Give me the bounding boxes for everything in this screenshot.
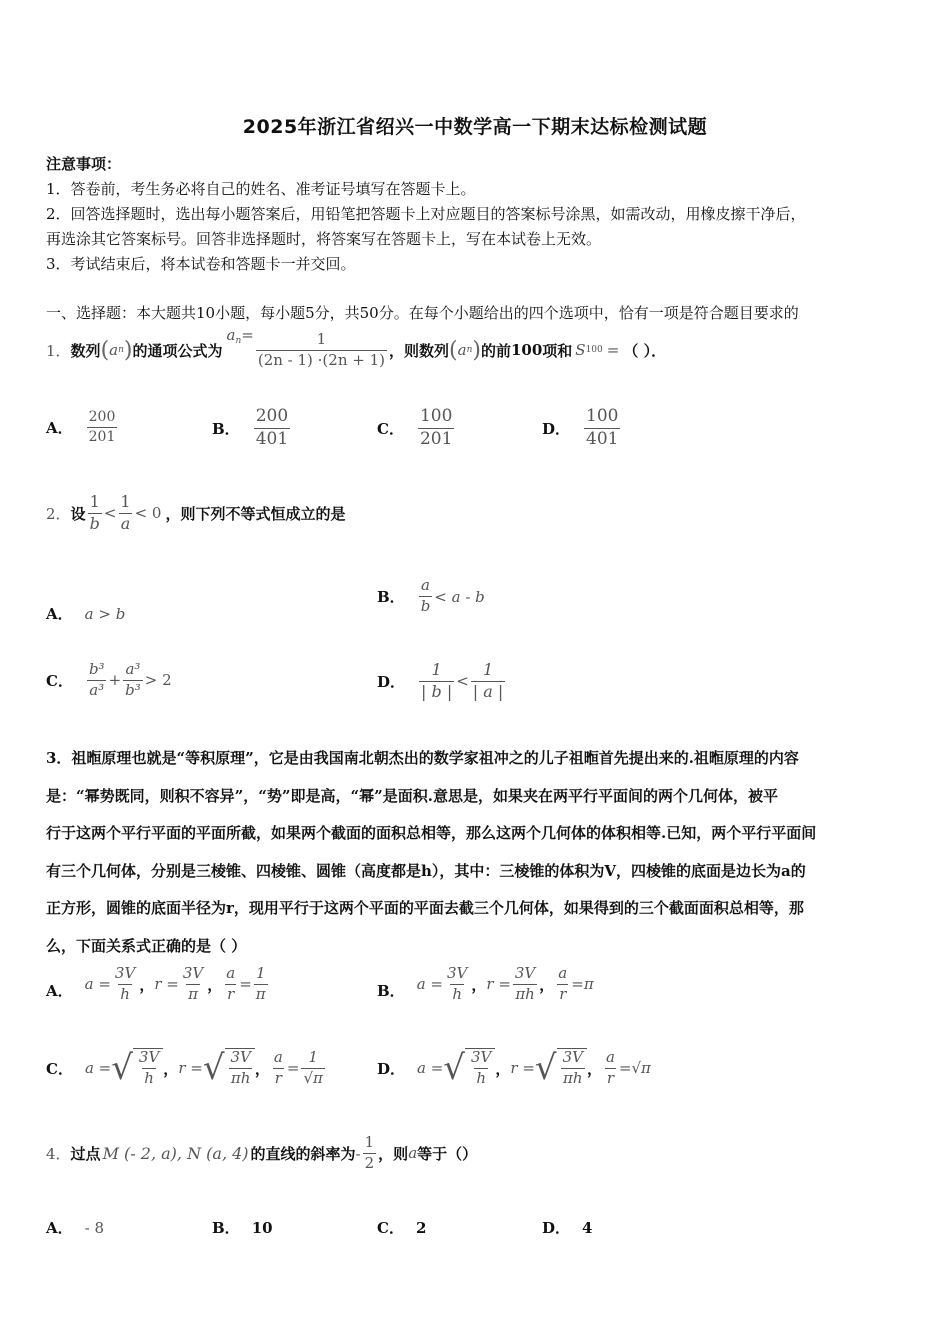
q3-option-b-a: a =	[416, 975, 443, 994]
q3-option-d-val: √π	[631, 1059, 651, 1077]
question-1	[46, 326, 666, 374]
q2-option-d-n2: 1	[482, 660, 494, 679]
q2-option-c-plus: +	[108, 671, 122, 690]
q3-option-b-r: r =	[486, 975, 511, 994]
q1-formula-num: 1	[316, 329, 327, 348]
q3-option-a-frac-v	[254, 966, 268, 1003]
q1-brace-close-2: )	[472, 337, 481, 363]
q1-seq-sub: n	[118, 345, 124, 355]
q3-option-a-q: a	[226, 964, 236, 982]
q3-option-c-eq: =	[286, 1059, 300, 1077]
q3-option-c-rn: 3V	[230, 1048, 251, 1067]
q3-option-b-qd: r	[559, 984, 567, 1003]
q3-option-b-val: π	[583, 975, 594, 994]
q1-option-d-den: 401	[586, 428, 619, 449]
q4-slope-frac	[363, 1135, 377, 1172]
q1-formula-den: (2n - 1) ·(2n + 1)	[257, 350, 385, 369]
q3-option-a-eq: =	[239, 975, 252, 994]
q4-option-a[interactable]	[46, 1217, 104, 1238]
q3-option-d-qd: r	[606, 1068, 615, 1087]
q3-option-c-sqrt-a: √ $\frac{3V}{h}$	[111, 1048, 163, 1088]
q3-option-b-rd: πh	[515, 984, 535, 1003]
q2-number: 2．	[46, 504, 71, 523]
q3-option-a-rn: 3V	[182, 964, 204, 982]
q3-option-b-an: 3V	[446, 964, 468, 982]
q3-option-b-q: a	[558, 964, 568, 982]
q1-option-a-label: A．	[46, 418, 73, 437]
q3-option-c-ad: h	[144, 1069, 154, 1087]
q2-option-c[interactable]	[46, 662, 172, 699]
q3-option-d-sqrt-r: √ $\frac{3V}{\pi h}$	[535, 1048, 587, 1088]
q3-option-d-rd: πh	[562, 1069, 583, 1087]
question-4	[46, 1135, 477, 1172]
q3-option-d-a: a =	[417, 1059, 444, 1077]
q2-option-d[interactable]	[377, 662, 507, 701]
page-title: 2025年浙江省绍兴一中数学高一下期末达标检测试题	[242, 116, 708, 138]
q4-number: 4．	[46, 1144, 71, 1163]
q1-formula	[256, 329, 387, 369]
q3-option-b-frac-r	[513, 966, 537, 1003]
notice-heading: 注意事项：	[46, 155, 122, 173]
q3-option-c-a: a =	[84, 1059, 112, 1077]
q1-option-d-label: D．	[542, 419, 571, 438]
q1-option-b-label: B．	[212, 419, 240, 438]
q1-option-b-frac	[254, 408, 290, 449]
q2-text: 设	[70, 504, 86, 523]
q3-option-d-r: r =	[510, 1059, 535, 1077]
q3-option-d-sqrt-a: √ $\frac{3V}{h}$	[443, 1048, 495, 1088]
q3-option-a-frac-r	[181, 966, 205, 1003]
q3-option-a-qd: r	[227, 984, 235, 1003]
q1-option-d-num: 100	[586, 406, 619, 426]
q3-option-b-eq: =	[571, 975, 584, 994]
q3-option-d-comma-1: ，	[495, 1059, 511, 1078]
q3-option-c[interactable]	[46, 1048, 327, 1088]
q4-option-d-val: 4	[582, 1218, 593, 1237]
q3-option-c-sqrt-r: √ $\frac{3V}{\pi h}$	[203, 1048, 255, 1088]
q3-line-3: 行于这两个平行平面的平面所截，如果两个截面的面积总相等，那么这两个几何体的体积相等.已知，两个平行平面间	[46, 824, 817, 842]
q2-option-b-den: b	[420, 596, 431, 615]
q3-option-d-q: a	[605, 1047, 615, 1066]
q3-option-a-frac-q	[224, 966, 237, 1003]
q2-option-d-label: D．	[377, 672, 406, 691]
notice-item-2-cont: 再选涂其它答案标号。回答非选择题时，将答案写在答题卡上，写在本试卷上无效。	[46, 230, 602, 248]
q3-option-c-r: r =	[178, 1059, 203, 1077]
q2-option-c-n1: b³	[88, 660, 105, 678]
q4-slope-num: 1	[364, 1133, 375, 1151]
q2-option-d-frac-1	[419, 662, 454, 701]
notice-item-1: 1．答卷前，考生务必将自己的姓名、准考证号填写在答题卡上。	[46, 180, 476, 198]
q3-option-c-frac-q	[272, 1047, 285, 1087]
q3-line-5: 正方形，圆锥的底面半径为r，现用平行于这两个平面的平面去截三个几何体，如果得到的三个截面面积总相等，那	[46, 899, 804, 917]
q1-option-b-num: 200	[255, 406, 289, 426]
q3-option-d-frac-r	[561, 1050, 585, 1087]
q1-text-3: ，则数列	[389, 341, 450, 360]
q3-option-a-comma-2: ，	[207, 975, 223, 994]
q3-option-c-qd: r	[274, 1068, 282, 1087]
question-2	[46, 494, 345, 533]
q1-text-4: 的前	[480, 341, 511, 360]
q1-option-c-label: C．	[377, 419, 404, 438]
q3-option-b[interactable]	[377, 966, 594, 1003]
q1-option-a-frac	[87, 410, 118, 444]
q1-text-7: （ ）．	[623, 341, 667, 360]
q3-option-c-comma-1: ，	[163, 1059, 179, 1078]
q1-option-c-num: 100	[419, 406, 453, 426]
q2-cond-n2: 1	[120, 492, 131, 511]
q4-text-4: 等于（）	[417, 1144, 478, 1163]
q1-option-a-num: 200	[88, 409, 116, 425]
q2-option-c-frac-2	[123, 662, 143, 699]
q1-sum-sub: 100	[585, 345, 603, 355]
q3-option-d-comma-2: ，	[586, 1059, 602, 1078]
q1-brace-open: (	[100, 337, 110, 363]
q2-option-d-d2: | a |	[472, 681, 504, 701]
q4-option-d-label: D．	[542, 1219, 571, 1237]
q4-slope-sign: -	[355, 1145, 361, 1163]
q3-option-a-rd: π	[188, 984, 198, 1003]
q3-option-b-frac-a	[445, 966, 469, 1003]
q2-option-c-n2: a³	[125, 660, 141, 678]
q1-option-a[interactable]	[46, 410, 119, 444]
q3-option-c-vd: √π	[303, 1068, 323, 1087]
q1-option-c-den: 201	[419, 428, 453, 449]
q3-option-d-eq: =	[618, 1059, 632, 1077]
q2-cond-frac-1	[88, 494, 102, 533]
q1-option-c[interactable]	[377, 408, 456, 449]
q3-option-d-an: 3V	[470, 1048, 492, 1067]
q3-option-c-q: a	[273, 1047, 283, 1066]
q1-formula-sub: n	[235, 336, 242, 346]
q1-text: 数列	[70, 341, 101, 360]
q4-points: M (- 2, a), N (a, 4)	[102, 1143, 249, 1163]
q4-option-b-val: 10	[251, 1218, 273, 1237]
q3-option-d-ad: h	[476, 1069, 486, 1087]
q2-cond-d1: b	[89, 513, 100, 533]
q1-formula-lhs: a	[226, 326, 236, 344]
q2-cond-d2: a	[120, 513, 131, 533]
q3-option-c-label: C．	[46, 1059, 73, 1078]
q1-seq-var-2: a	[457, 341, 467, 359]
q1-option-b-den: 401	[255, 428, 289, 449]
q2-cond-op2: < 0	[134, 504, 162, 523]
q2-option-d-d1: | b |	[421, 681, 453, 701]
q3-option-b-rn: 3V	[514, 964, 536, 982]
q1-text-6: 项和	[542, 341, 573, 360]
q3-line-4: 有三个几何体，分别是三棱锥、四棱锥、圆锥（高度都是h），其中：三棱锥的体积为V，四棱锥的底面是边长为a的	[46, 861, 806, 880]
q1-brace-close: )	[123, 337, 133, 363]
q1-text-2: 的通项公式为	[132, 341, 223, 360]
q2-cond-op1: <	[103, 504, 117, 523]
q1-sum-eq: =	[606, 341, 620, 359]
q3-option-a-an: 3V	[114, 964, 136, 982]
q3-line-6: 么，下面关系式正确的是（ ）	[46, 936, 247, 955]
q3-option-a-vd: π	[255, 984, 266, 1003]
q3-option-a-frac-a	[113, 966, 137, 1003]
q3-line-1: 3．祖暅原理也就是“等积原理”，它是由我国南北朝杰出的数学家祖冲之的儿子祖暅首先提出来的.祖暅原理的内容	[46, 749, 799, 767]
q3-option-c-an: 3V	[138, 1048, 160, 1067]
q3-option-d[interactable]	[377, 1048, 651, 1088]
q4-option-b[interactable]	[212, 1217, 273, 1238]
q3-option-c-frac-a	[137, 1050, 161, 1087]
q3-option-a-comma-1: ，	[139, 975, 155, 994]
q3-option-a[interactable]	[46, 966, 270, 1003]
q2-option-b-rest: < a - b	[434, 588, 485, 606]
q2-option-b-num: a	[421, 576, 430, 594]
q2-text-2: ，则下列不等式恒成立的是	[165, 504, 346, 523]
q4-option-d[interactable]	[542, 1217, 592, 1238]
section-heading: 一、选择题：本大题共10小题，每小题5分，共50分。在每个小题给出的四个选项中，恰有一项是符合题目要求的	[46, 304, 799, 322]
q2-option-a[interactable]	[46, 603, 125, 624]
q1-sum-var: S	[575, 341, 586, 359]
q2-option-b-frac	[419, 578, 433, 615]
q4-option-b-label: B．	[212, 1219, 240, 1237]
q3-option-c-rd: πh	[230, 1069, 251, 1087]
q1-number: 1．	[46, 341, 71, 360]
q2-cond-n1: 1	[89, 492, 100, 511]
notice-item-2: 2．回答选择题时，选出每小题答案后，用铅笔把答题卡上对应题目的答案标号涂黑，如需改动，用橡皮擦干净后，	[46, 205, 806, 223]
q3-option-a-a: a =	[84, 975, 111, 994]
q3-option-b-comma-1: ，	[471, 975, 487, 994]
q1-seq-var: a	[109, 341, 119, 359]
q4-var: a	[408, 1144, 418, 1163]
q2-option-d-frac-2	[471, 662, 506, 701]
q2-cond-frac-2	[118, 494, 132, 533]
q4-text-2: 的直线的斜率为	[250, 1144, 356, 1163]
question-3	[46, 740, 816, 965]
q3-option-a-r: r =	[154, 975, 179, 994]
q2-option-c-d2: b³	[125, 680, 141, 699]
q4-option-c-val: 2	[415, 1218, 427, 1237]
q2-option-b[interactable]	[377, 578, 485, 615]
q3-option-d-label: D．	[377, 1059, 406, 1078]
q4-option-c-label: C．	[377, 1219, 404, 1237]
q3-option-b-ad: h	[452, 984, 462, 1003]
q4-slope-den: 2	[364, 1153, 375, 1172]
q2-option-c-label: C．	[46, 671, 73, 690]
q1-option-b[interactable]	[212, 408, 292, 449]
q1-option-c-frac	[418, 408, 454, 449]
q4-option-a-label: A．	[46, 1219, 73, 1237]
q3-option-a-ad: h	[120, 984, 130, 1003]
q4-text-3: ，则	[378, 1144, 409, 1163]
q3-option-a-label: A．	[46, 981, 73, 1000]
q1-option-a-den: 201	[88, 428, 116, 445]
q1-option-d-frac	[584, 408, 620, 449]
q4-option-c[interactable]	[377, 1217, 426, 1238]
q1-seq-sub-2: n	[466, 345, 473, 355]
q1-option-d[interactable]	[542, 408, 622, 449]
q3-option-d-frac-q	[604, 1047, 617, 1087]
q3-option-d-frac-a	[469, 1050, 493, 1087]
q3-option-b-frac-q	[556, 966, 569, 1003]
q2-option-a-expr: a > b	[84, 604, 126, 623]
q2-option-b-label: B．	[377, 587, 405, 606]
q3-option-c-frac-r	[229, 1050, 253, 1087]
q4-text: 过点	[70, 1144, 101, 1163]
q2-option-d-n1: 1	[431, 660, 442, 679]
q3-option-c-frac-v	[301, 1047, 324, 1087]
q3-option-c-comma-2: ，	[254, 1059, 270, 1078]
q3-option-b-comma-2: ，	[539, 975, 555, 994]
q2-option-c-d1: a³	[89, 680, 105, 699]
q3-option-c-vn: 1	[308, 1047, 318, 1066]
notice-item-3: 3．考试结束后，将本试卷和答题卡一并交回。	[46, 255, 356, 273]
q3-line-2: 是：“幂势既同，则积不容异”，“势”即是高，“幂”是面积.意思是，如果夹在两平行平面间的两个几何体，被平	[46, 786, 778, 805]
q2-option-a-label: A．	[46, 605, 73, 623]
q3-option-b-label: B．	[377, 981, 405, 1000]
q3-option-a-vn: 1	[255, 964, 266, 982]
q3-option-d-rn: 3V	[562, 1048, 583, 1067]
q1-text-5: 100	[510, 341, 543, 359]
q1-brace-open-2: (	[449, 337, 458, 363]
q2-option-c-rest: > 2	[144, 671, 172, 690]
q4-option-a-val: - 8	[84, 1218, 105, 1237]
q2-option-c-frac-1	[87, 662, 107, 699]
q2-option-d-lt: <	[456, 672, 469, 691]
q1-formula-eq: =	[241, 326, 254, 344]
